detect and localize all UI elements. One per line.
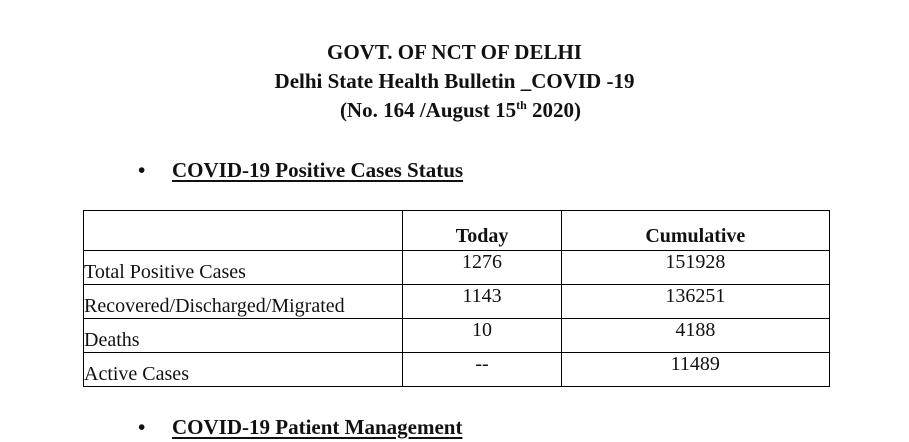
column-header-today: Today [403,211,561,251]
today-value: 1143 [403,285,561,319]
column-header-cumulative: Cumulative [561,211,829,251]
row-label: Recovered/Discharged/Migrated [84,285,403,319]
column-header-label [84,211,403,251]
patient-management-heading [138,414,462,440]
positive-cases-heading-text: COVID-19 Positive Cases Status [172,158,464,182]
today-value: 1276 [403,251,561,285]
cumulative-value: 11489 [561,353,829,387]
row-label: Deaths [84,319,403,353]
bulletin-title: Delhi State Health Bulletin _COVID -19 [274,69,635,93]
bulletin-year: 2020) [526,98,582,122]
bulletin-header [0,38,909,125]
bullet-icon: • [138,158,146,182]
patient-management-heading-text: COVID-19 Patient Management [172,415,463,439]
bulletin-number-date [0,96,909,125]
positive-cases-heading [138,157,463,183]
table-row [84,251,830,285]
row-label: Active Cases [84,353,403,387]
cumulative-value: 136251 [561,285,829,319]
row-label: Total Positive Cases [84,251,403,285]
cumulative-value: 151928 [561,251,829,285]
date-ordinal-suffix: th [516,98,527,112]
bullet-icon: • [138,415,146,439]
positive-cases-table [83,210,830,387]
govt-title: GOVT. OF NCT OF DELHI [327,40,582,64]
table-row [84,319,830,353]
cumulative-value: 4188 [561,319,829,353]
table-header-row [84,211,830,251]
table-row [84,353,830,387]
today-value: -- [403,353,561,387]
bulletin-number-prefix: (No. 164 /August 15 [339,98,517,122]
table-row [84,285,830,319]
today-value: 10 [403,319,561,353]
